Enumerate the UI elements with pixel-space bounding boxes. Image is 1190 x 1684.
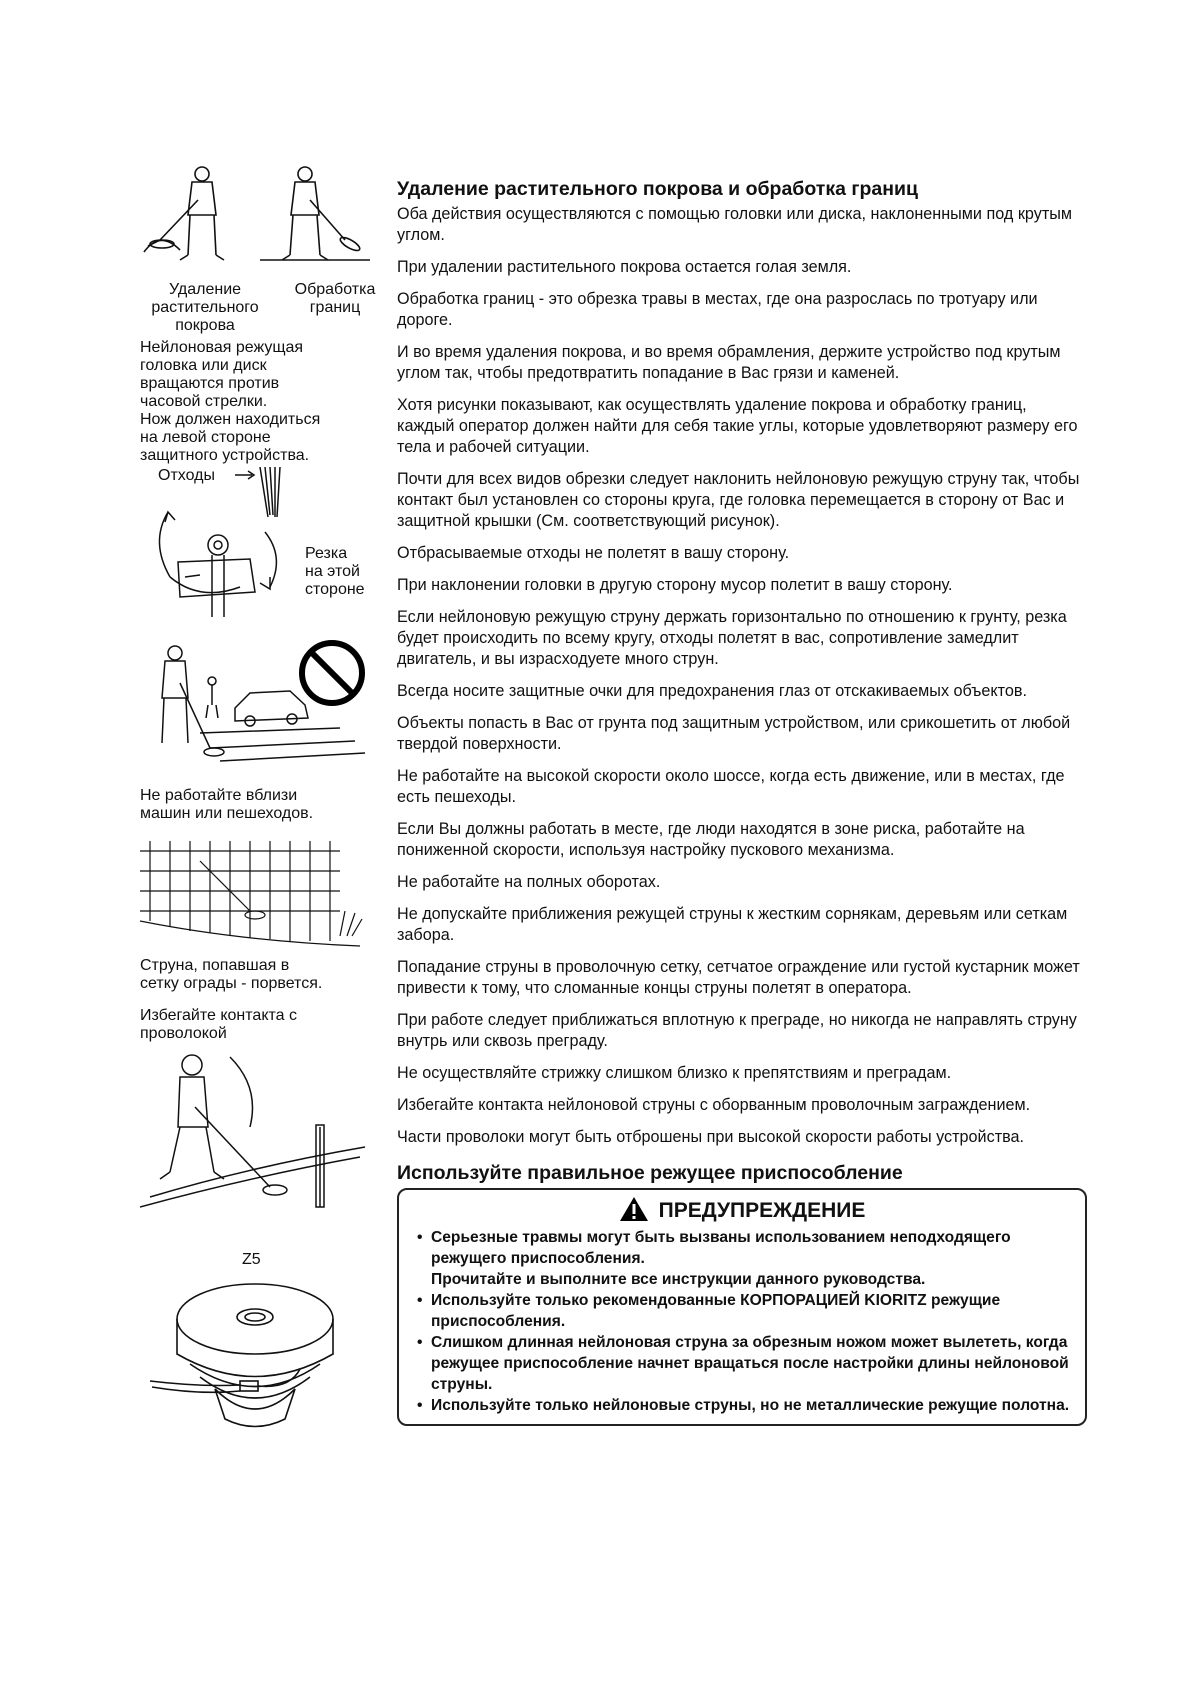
warning-bullet: • Слишком длинная нейлоновая струна за обрезным ножом может вылететь, когда режущее приспособление начнет вращаться после настройки длины нейлоновой струны. — [417, 1334, 1069, 1393]
head-model-label: Z5 — [242, 1251, 261, 1268]
paragraph: Не допускайте приближения режущей струны к жестким сорнякам, деревьям или сеткам забора. — [397, 905, 1068, 944]
paragraph: Почти для всех видов обрезки следует наклонить нейлоновую режущую струну так, чтобы контакт был установлен со стороны круга, где головка перемещается в сторону от Вас и защитной крышки (См. соответствующий рисунок). — [397, 470, 1080, 530]
nylon-rotation-note: Нейлоновая режущая головка или диск вращаются против часовой стрелки. Нож должен находиться на левой стороне защитного устройства. — [140, 339, 321, 464]
paragraph: При наклонении головки в другую сторону мусор полетит в вашу сторону. — [397, 576, 953, 594]
paragraph: Если Вы должны работать в месте, где люди находятся в зоне риска, работайте на пониженной скорости, используя настройку пускового механизма. — [397, 820, 1025, 859]
clearing-caption: Удаление растительного покрова — [151, 281, 259, 334]
warning-bullet: • Используйте только рекомендованные КОРПОРАЦИЕЙ KIORITZ режущие приспособления. — [417, 1292, 1001, 1330]
left-column — [140, 160, 385, 1439]
cutting-head-rotation-diagram — [140, 467, 300, 627]
heading-cutting-attachment: Используйте правильное режущее приспособление — [397, 1162, 903, 1184]
paragraph: При работе следует приближаться вплотную к преграде, но никогда не направлять струну внутрь или сквозь преграду. — [397, 1011, 1077, 1050]
avoid-wire-caption: Избегайте контакта с проволокой — [140, 1007, 297, 1042]
warning-bullet-continuation: Прочитайте и выполните все инструкции данного руководства. — [431, 1271, 926, 1288]
warning-bullet: • Используйте только нейлоновые струны, но не металлические режущие полотна. — [417, 1397, 1070, 1414]
warning-title: ПРЕДУПРЕЖДЕНИЕ — [658, 1199, 866, 1222]
trimmer-head-illustration — [140, 1269, 370, 1439]
paragraph: При удалении растительного покрова остается голая земля. — [397, 258, 852, 276]
no-work-caption: Не работайте вблизи машин или пешеходов. — [140, 787, 314, 822]
paragraph: Избегайте контакта нейлоновой струны с оборванным проволочным заграждением. — [397, 1096, 1031, 1114]
paragraph: Не работайте на высокой скорости около шоссе, когда есть движение, или в местах, где есть пешеходы. — [397, 767, 1065, 806]
warning-header — [409, 1196, 1075, 1223]
paragraph: Части проволоки могут быть отброшены при высокой скорости работы устройства. — [397, 1128, 1025, 1146]
warning-triangle-icon — [619, 1196, 649, 1222]
paragraph: Объекты попасть в Вас от грунта под защитным устройством, или срикошетить от любой твердой поверхности. — [397, 714, 1071, 753]
paragraph: Обработка границ - это обрезка травы в местах, где она разрослась по тротуару или дороге. — [397, 290, 1038, 329]
main-column — [397, 178, 1087, 1426]
paragraph: Не работайте на полных оборотах. — [397, 873, 661, 891]
heading-clearing-edging: Удаление растительного покрова и обработка границ — [397, 178, 918, 200]
debris-label: Отходы — [158, 467, 215, 484]
wire-contact-illustration — [140, 1047, 370, 1217]
warning-bullet: • Серьезные травмы могут быть вызваны использованием неподходящего режущего приспособления. — [417, 1229, 1011, 1267]
warning-box — [397, 1188, 1087, 1426]
paragraph: Оба действия осуществляются с помощью головки или диска, наклоненными под крутым углом. — [397, 205, 1073, 244]
paragraph: Попадание струны в проволочную сетку, сетчатое ограждение или густой кустарник может привести к тому, что сломанные концы струны полетят в оператора. — [397, 958, 1080, 997]
paragraph: Отбрасываемые отходы не полетят в вашу сторону. — [397, 544, 790, 562]
paragraph: Всегда носите защитные очки для предохранения глаз от отскакиваемых объектов. — [397, 682, 1027, 700]
cut-side-label: Резка на этой стороне — [305, 545, 365, 598]
edging-caption: Обработка границ — [294, 281, 376, 316]
paragraph: Не осуществляйте стрижку слишком близко к препятствиям и преградам. — [397, 1064, 952, 1082]
string-fence-caption: Струна, попавшая в сетку ограды - порвется. — [140, 957, 323, 992]
clearing-edging-illustration — [140, 160, 370, 275]
paragraph: Если нейлоновую режущую струну держать горизонтально по отношению к грунту, резка будет происходить по всему кругу, отходы полетят в вас, сопротивление замедлит двигатель, и вы израсходуете много струн. — [397, 608, 1067, 668]
no-traffic-illustration — [140, 633, 370, 783]
fence-illustration — [140, 841, 370, 951]
paragraph: И во время удаления покрова, и во время обрамления, держите устройство под крутым углом так, чтобы предотвратить попадание в Вас грязи и каменей. — [397, 343, 1061, 382]
paragraph: Хотя рисунки показывают, как осуществлять удаление покрова и обработку границ, каждый оператор должен найти для себя такие углы, которые удовлетворяют размеру его тела и рабочей ситуации. — [397, 396, 1078, 456]
